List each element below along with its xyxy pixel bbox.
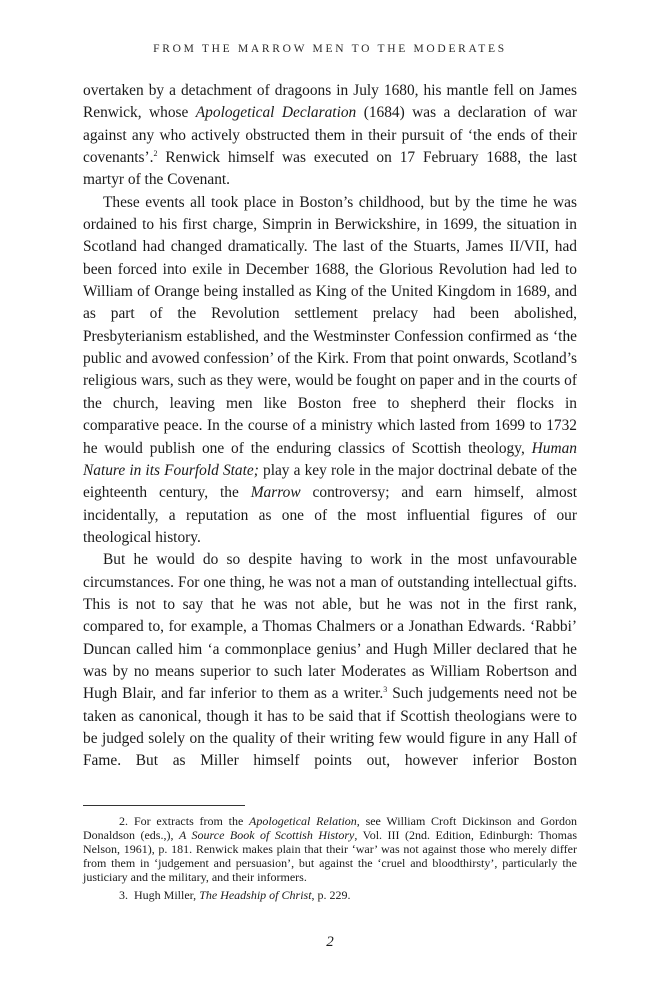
text-run: , p. 229.	[311, 888, 351, 903]
running-head: FROM THE MARROW MEN TO THE MODERATES	[153, 43, 507, 55]
text-run: Hugh Miller,	[134, 888, 200, 903]
footnote-ref: 2	[153, 149, 158, 159]
text-run: These events all took place in Boston’s childhood, but by the time he was ordained to his first charge, Simprin in Berwickshire, in 1699, the situation in Scotland had changed dramatically. The last of the Stuarts, James II/VII, had been forced into exile in December 1688, the Glorious Revolution had led to William of Orange being installed as King of the United Kingdom in 1689, and as part of the Revolution settlement prelacy had been abolished, Presbyterianism established, and the Westminster Confession confirmed as ‘the public and avowed confession’ of the Kirk. From that point onwards, Scotland’s religious wars, such as they were, would be fought on paper and in the courts of the church, leaving men like Boston free to shepherd their flocks in comparative peace. In the course of a ministry which lasted from 1699 to 1732 he would publish one of the enduring classics of Scottish theology,	[83, 193, 577, 457]
text-run: (1684) was a declaration of war against any who actively obstructed them in their pursuit of ‘the ends of their covenants’.	[83, 104, 577, 167]
footnote	[83, 814, 577, 884]
footnote	[83, 888, 577, 902]
italic-title: Apologetical Relation,	[249, 814, 360, 828]
footnotes	[83, 814, 577, 907]
footnote-rule	[83, 805, 245, 806]
footnote-number: 2.	[119, 814, 128, 828]
body-text	[83, 80, 577, 773]
italic-title: Marrow	[250, 484, 301, 502]
text-run: Such judgements need not be taken as canonical, though it has to be said that if Scottish theologians were to be judged solely on the quality of their writing few would figure in any Hall of Fame. But as Miller himself points out, however inferior Boston	[83, 685, 577, 770]
page-number: 2	[326, 934, 334, 950]
text-run: Renwick himself was executed on 17 February 1688, the last martyr of the Covenant.	[83, 149, 577, 189]
italic-title: A Source Book of Scottish History	[178, 828, 355, 843]
paragraph	[83, 549, 577, 772]
footnote-number: 3.	[119, 888, 128, 903]
text-run: But he would do so despite having to work in the most unfavourable circumstances. For one thing, he was not a man of outstanding intellectual gifts. This is not to say that he was not able, but he was not in the first rank, compared to, for example, a Thomas Chalmers or a Jonathan Edwards. ‘Rabbi’ Duncan called him ‘a commonplace genius’ and Hugh Miller declared that he was by no means superior to such later Moderates as William Robertson and Hugh Blair, and far inferior to them as a writer.	[83, 551, 577, 703]
footnote-ref: 3	[383, 685, 388, 695]
italic-title: Human Nature in its Fourfold State;	[83, 439, 577, 479]
italic-title: The Headship of Christ	[199, 888, 312, 903]
paragraph	[83, 192, 577, 550]
text-run: For extracts from the	[134, 814, 250, 828]
paragraph	[83, 80, 577, 192]
text-run: , Vol. III (2nd. Edition, Edinburgh: Thomas Nelson, 1961), p. 181. Renwick makes plain that their ‘war’ was not against those who merely differ from them in ‘judgement and persuasion’, but against the ‘cruel and bloodthirsty’, particularly the justiciary and the military, and their informers.	[83, 828, 578, 885]
italic-title: Apologetical Declaration	[195, 104, 357, 122]
text-run: overtaken by a detachment of dragoons in July 1680, his mantle fell on James Renwick, whose	[83, 82, 577, 122]
text-run: play a key role in the major doctrinal debate of the eighteenth century, the	[83, 461, 577, 502]
text-run: controversy; and earn himself, almost incidentally, a reputation as one of the most influential figures of our theological history.	[83, 484, 577, 546]
text-run: see William Croft Dickinson and Gordon Donaldson (eds.,),	[83, 814, 577, 843]
